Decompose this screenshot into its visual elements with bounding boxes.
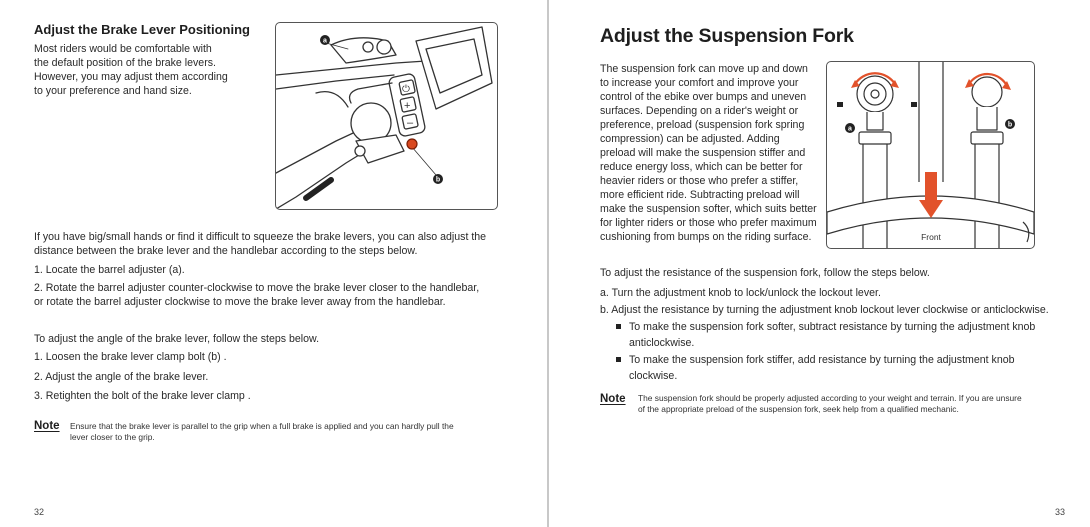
brake-lever-illustration [276,23,497,209]
angle-step: 2. Adjust the angle of the brake lever. [34,371,209,383]
note-text [638,393,1078,415]
suspension-intro-line: reduce energy loss, which can be better for [600,161,803,173]
angle-step: 1. Loosen the brake lever clamp bolt (b) . [34,351,227,363]
brake-intro-line: to your preference and hand size. [34,85,192,97]
svg-text:+: + [404,100,411,112]
note-text-line: lever closer to the grip. [70,432,155,442]
page-number: 33 [1055,507,1066,517]
note-label: Note [600,393,626,405]
bullet-line: To make the suspension fork stiffer, add resistance by turning the adjustment knob [629,354,1015,366]
clamp-bolt-highlight [407,139,417,149]
callout-b-label: b [1007,121,1013,129]
suspension-intro-line: for lighter riders or those who prefer maximum [600,217,817,229]
suspension-intro-line: to increase your comfort and improve your [600,77,799,89]
suspension-intro-line: preload will make the suspension stiffer and [600,147,806,159]
suspension-intro-line: make the suspension softer, which suits better [600,203,817,215]
brake-intro-line: Most riders would be comfortable with [34,43,212,55]
suspension-intro-line: surfaces. Depending on a rider's weight or [600,105,799,117]
suspension-intro-line: cushioning from bumps on the riding surface. [600,231,812,243]
brake-paragraph-line: distance between the brake lever and the handlebar according to the steps below. [34,245,418,257]
svg-text:–: – [407,117,414,129]
brake-lever-heading: Adjust the Brake Lever Positioning [34,22,250,37]
note-label: Note [34,420,60,432]
svg-text:⏻: ⏻ [402,84,410,95]
brake-lever-figure [275,22,498,210]
front-arrow-shaft [925,172,937,202]
note-text-line: The suspension fork should be properly adjusted according to your weight and terrain. If you are unsure [638,393,1022,403]
angle-step: 3. Retighten the bolt of the brake lever clamp . [34,390,251,402]
suspension-heading: Adjust the Suspension Fork [600,25,854,47]
suspension-intro-line: heavier riders or those who prefer a stiffer, [600,175,799,187]
brake-intro-line: the default position of the brake levers. [34,57,216,69]
callout-a-label: a [323,37,327,45]
lock-icon [911,102,917,107]
bullet-marker [616,324,621,329]
suspension-intro-line: The suspension fork can move up and down [600,63,808,75]
callout-a-label: a [848,125,852,133]
unlock-icon [837,102,843,107]
resistance-step: a. Turn the adjustment knob to lock/unlock the lockout lever. [600,287,881,299]
right-page [550,0,1090,527]
page-divider [547,0,549,527]
note-text-line: Ensure that the brake lever is parallel to the grip when a full brake is applied and you can hardly pull the [70,421,454,431]
brake-step: or rotate the barrel adjuster clockwise to move the brake lever away from the handlebar. [34,296,446,308]
brake-step: 2. Rotate the barrel adjuster counter-clockwise to move the brake lever closer to the handlebar, [34,282,480,294]
brake-paragraph-line: If you have big/small hands or find it difficult to squeeze the brake levers, you can also adjust the [34,231,487,243]
page-number: 32 [34,507,45,517]
note-text [70,421,510,443]
angle-intro: To adjust the angle of the brake lever, follow the steps below. [34,333,320,345]
bullet-line: clockwise. [629,370,678,382]
front-label: Front [921,232,941,242]
resistance-step: b. Adjust the resistance by turning the adjustment knob lockout lever clockwise or anticlockwise. [600,304,1049,316]
suspension-fork-illustration [827,62,1034,248]
bullet-line: anticlockwise. [629,337,695,349]
suspension-intro-line: compression) can be adjusted. Adding [600,133,780,145]
note-text-line: of the appropriate preload of the suspension fork, seek help from a qualified mechanic. [638,404,959,414]
brake-intro-line: However, you may adjust them according [34,71,228,83]
suspension-intro-line: more efficient ride. Subtracting preload will [600,189,800,201]
suspension-intro-line: preference, preload (suspension fork spring [600,119,805,131]
suspension-intro-line: control of the ebike over bumps and uneven [600,91,807,103]
suspension-fork-figure [826,61,1035,249]
brake-step: 1. Locate the barrel adjuster (a). [34,264,185,276]
resistance-intro: To adjust the resistance of the suspension fork, follow the steps below. [600,267,930,279]
bullet-marker [616,357,621,362]
callout-b-label: b [435,176,441,184]
bullet-line: To make the suspension fork softer, subtract resistance by turning the adjustment knob [629,321,1036,333]
